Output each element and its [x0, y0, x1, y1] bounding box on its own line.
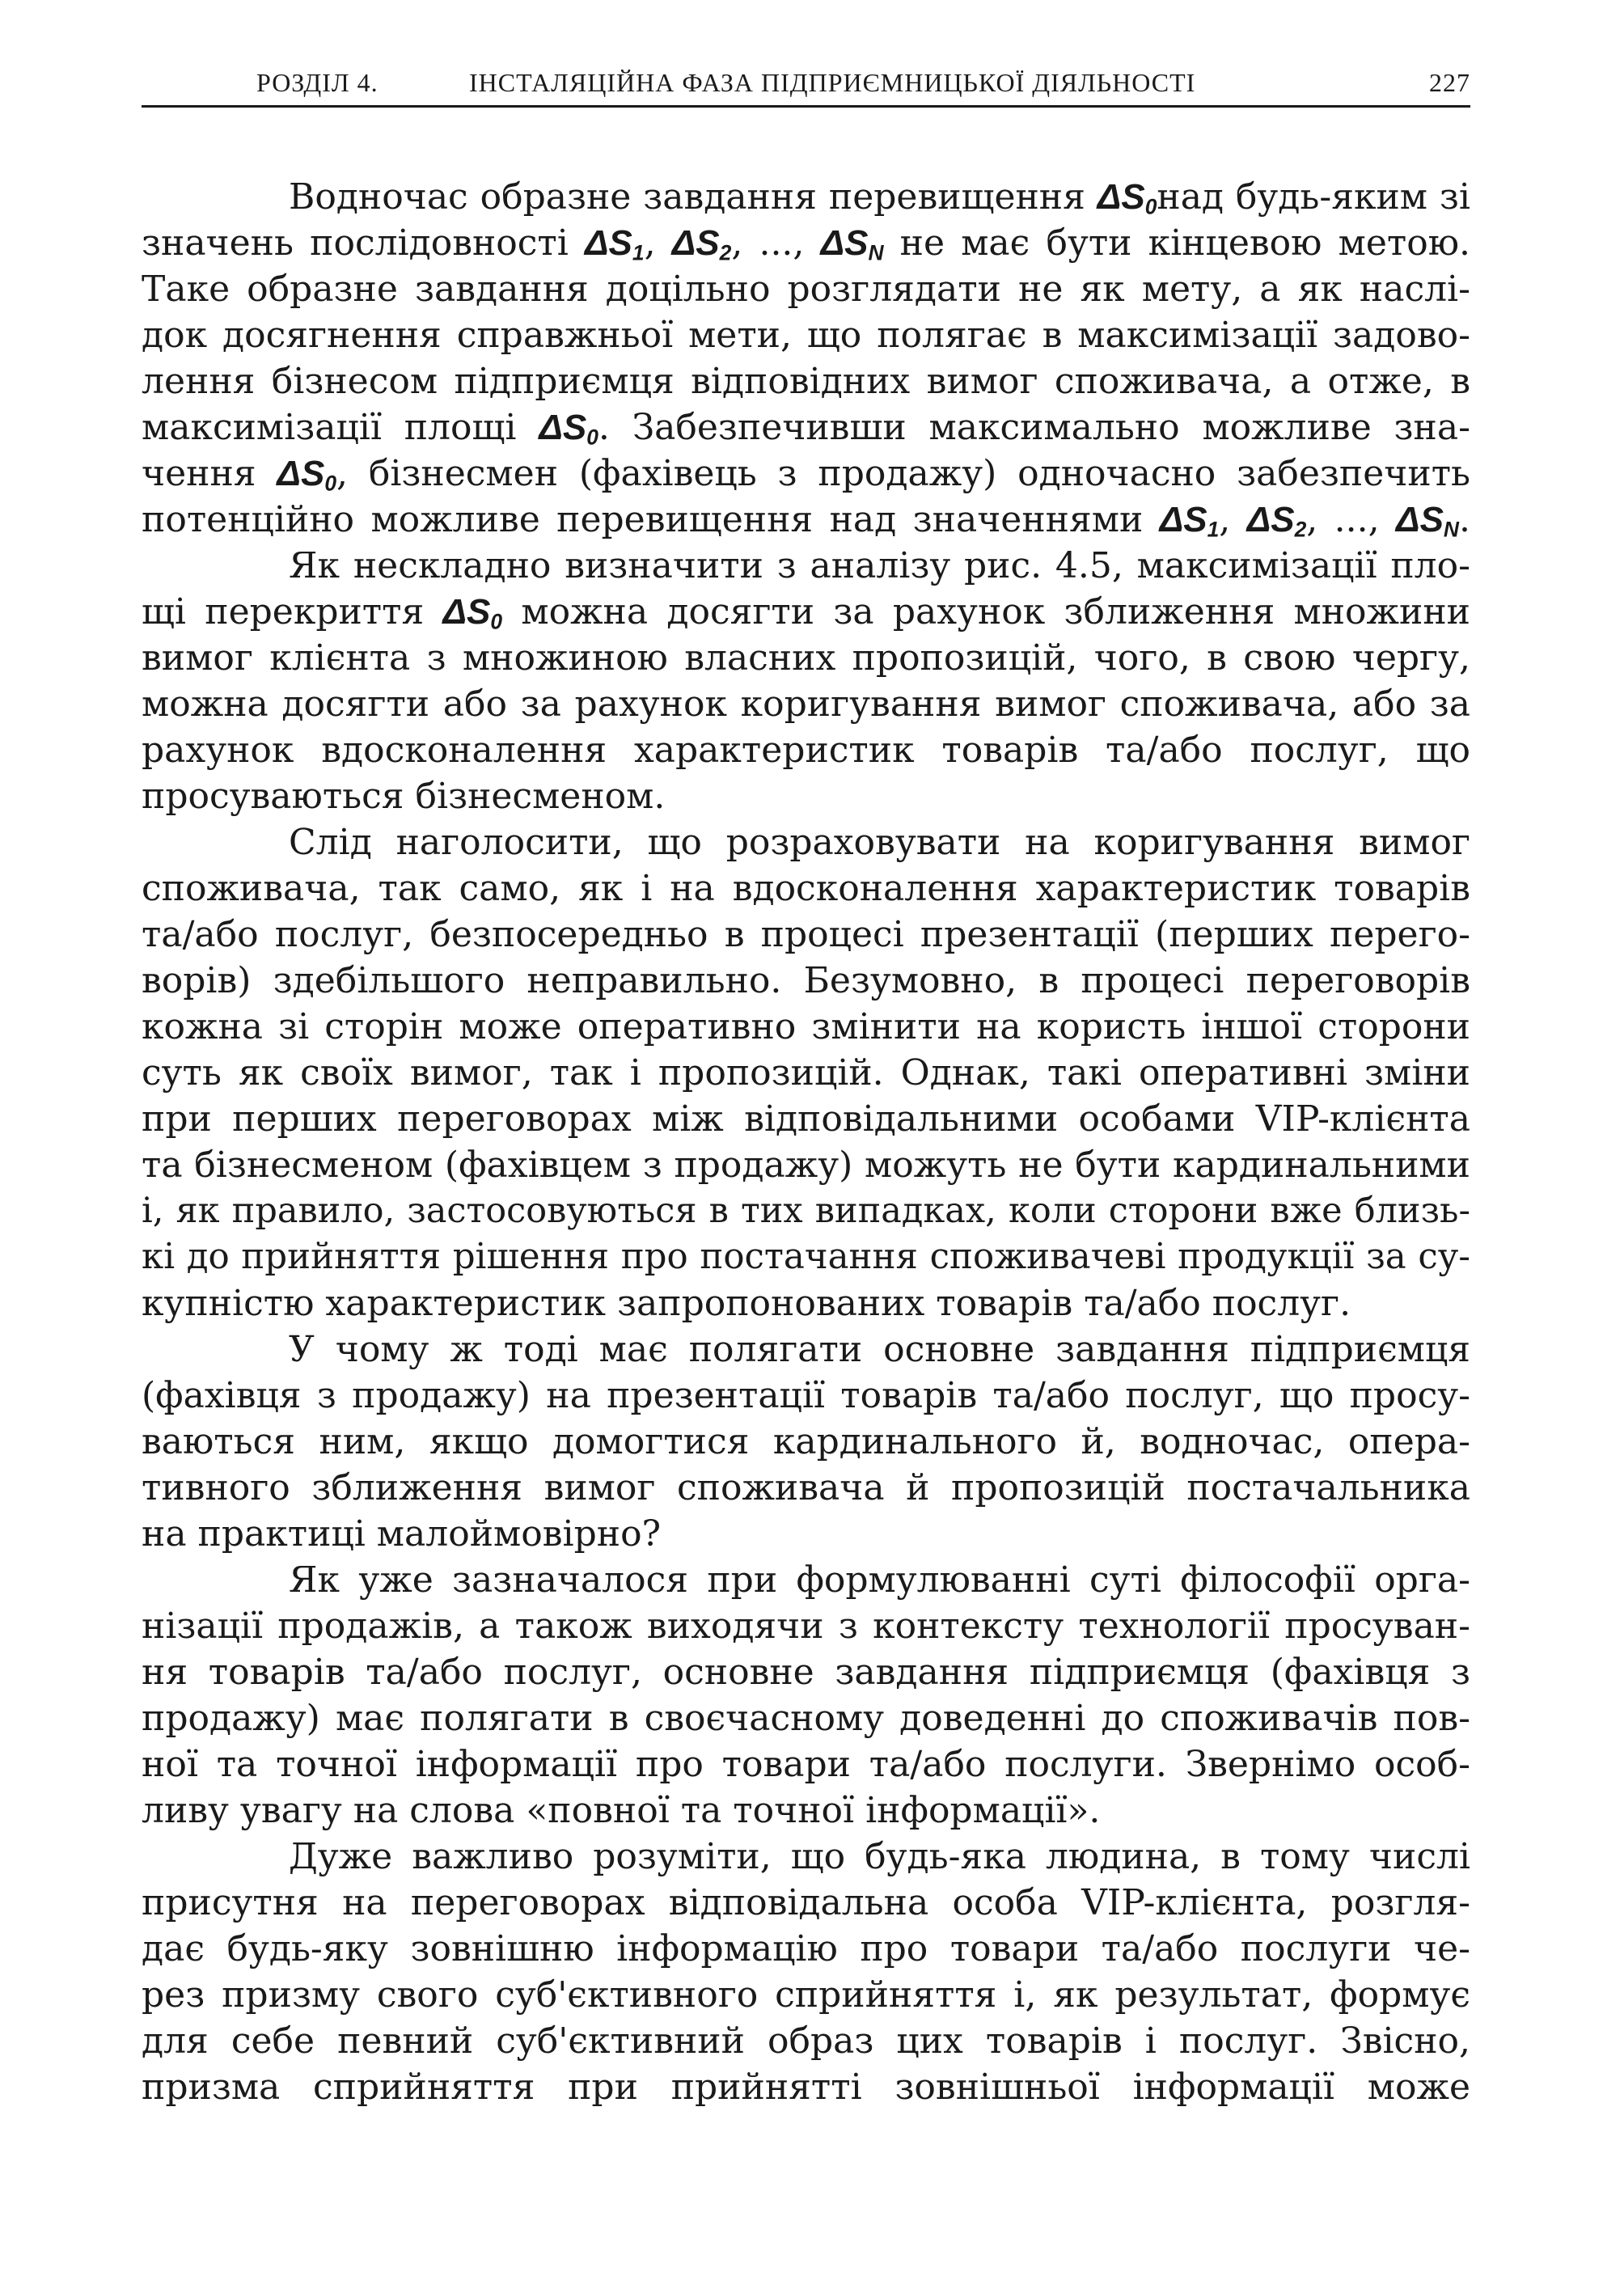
text-line: присутня на переговорах відповідальна особа VIP-клієнта, розгля- [142, 1882, 1470, 1923]
chapter-title: ІНСТАЛЯЦІЙНА ФАЗА ПІДПРИЄМНИЦЬКОЇ ДІЯЛЬНОСТІ [469, 68, 1196, 97]
math-symbol: $\Delta S_0$ [277, 454, 336, 496]
text-line: Таке образне завдання доцільно розглядати не як мету, а як наслі- [142, 269, 1470, 310]
text-line: Дуже важливо розуміти, що будь-яка людина, в тому числі [289, 1836, 1470, 1877]
text-line: тивного зближення вимог споживача й пропозицій постачальника [142, 1467, 1470, 1508]
text-line: лення бізнесом підприємця відповідних вимог споживача, а отже, в [142, 361, 1470, 402]
text-line: для себе певний суб'єктивний образ цих товарів і послуг. Звісно, [142, 2020, 1470, 2062]
text-line: Як уже зазначалося при формулюванні суті філософії орга- [289, 1559, 1470, 1601]
text-line: кожна зі сторін може оперативно змінити на користь іншої сторони [142, 1006, 1470, 1047]
chapter-label: РОЗДІЛ 4. [256, 68, 379, 97]
text-line: ливу увагу на слова «повної та точної інформації». [142, 1790, 1101, 1831]
text-line: на практиці малоймовірно? [142, 1513, 662, 1555]
text-line: У чому ж тоді має полягати основне завдання підприємця [289, 1329, 1470, 1370]
text-line: рез призму свого суб'єктивного сприйняття і, як результат, формує [142, 1974, 1470, 2016]
text-line: просуваються бізнесменом. [142, 776, 666, 817]
page-number: 227 [1429, 68, 1470, 97]
math-symbol: $\Delta S_0$ [1097, 177, 1157, 219]
text-line: та бізнесменом (фахівцем з продажу) можуть не бути кардинальними [142, 1144, 1470, 1186]
math-symbol: $\Delta S_0$ [442, 592, 503, 634]
text-line: нізації продажів, а також виходячи з контексту технології просуван- [142, 1606, 1470, 1647]
text-line: можна досягти або за рахунок коригування вимог споживача, або за [142, 683, 1470, 725]
text-line: ня товарів та/або послуг, основне завдання підприємця (фахівця з [142, 1652, 1470, 1693]
running-header [142, 63, 1470, 108]
text-line: док досягнення справжньої мети, що полягає в максимізації задово- [142, 315, 1470, 356]
text-line: Водночас образне завдання перевищення $\Delta S_0над$ будь-яким зі [289, 176, 1470, 219]
text-line: кі до прийняття рішення про постачання споживачеві продукції за су- [142, 1237, 1470, 1277]
text-line: призма сприйняття при прийнятті зовнішньої інформації може [142, 2067, 1470, 2108]
text-line: суть як своїх вимог, так і пропозицій. Однак, такі оперативні зміни [142, 1052, 1470, 1094]
text-line: ної та точної інформації про товари та/або послуги. Звернімо особ- [142, 1744, 1470, 1785]
text-line: потенційно можливе перевищення над значеннями $\Delta S_1$, $\Delta S_2$, ..., $\Delta S_N$. [142, 499, 1470, 542]
math-symbol: $\Delta S_1$ [1159, 500, 1220, 542]
text-line: ваються ним, якщо домогтися кардинального й, водночас, опера- [142, 1421, 1470, 1462]
math-symbol: $\Delta S_N$ [820, 223, 884, 265]
text-line: та/або послуг, безпосередньо в процесі презентації (перших перего- [142, 914, 1470, 955]
text-line: значень послідовності $\Delta S_1$, $\Delta S_2$, ..., $\Delta S_N$ не має бути кінцевою метою. [142, 222, 1470, 265]
text-line: вимог клієнта з множиною власних пропозицій, чого, в свою чергу, [142, 637, 1470, 679]
math-symbol: $\Delta S_2$ [671, 223, 732, 265]
math-symbol: $\Delta S_N$ [1396, 500, 1459, 542]
text-line: (фахівця з продажу) на презентації товарів та/або послуг, що просу- [142, 1375, 1470, 1416]
text-line: при перших переговорах між відповідальними особами VIP-клієнта [142, 1098, 1470, 1140]
text-line: максимізації площі $\Delta S_0$. Забезпечивши максимально можливе зна- [142, 407, 1470, 450]
text-line: і, як правило, застосовуються в тих випадках, коли сторони вже близь- [142, 1191, 1470, 1231]
page-body [142, 174, 1470, 2110]
text-line: Як нескладно визначити з аналізу рис. 4.5, максимізації пло- [289, 545, 1470, 586]
text-line: ворів) здебільшого неправильно. Безумовно, в процесі переговорів [142, 960, 1470, 1001]
text-line: купністю характеристик запропонованих товарів та/або послуг. [142, 1283, 1351, 1324]
math-symbol: $\Delta S_2$ [1246, 500, 1307, 542]
text-line: споживача, так само, як і на вдосконалення характеристик товарів [142, 868, 1470, 909]
text-line: щі перекриття $\Delta S_0$ можна досягти за рахунок зближення множини [142, 591, 1470, 634]
math-symbol: $\Delta S_0$ [539, 408, 598, 450]
text-line: рахунок вдосконалення характеристик товарів та/або послуг, що [142, 730, 1470, 771]
math-symbol: $\Delta S_1$ [585, 223, 645, 265]
text-line: дає будь-яку зовнішню інформацію про товари та/або послуги че- [142, 1928, 1470, 1969]
text-line: продажу) має полягати в своєчасному доведенні до споживачів пов- [142, 1698, 1470, 1739]
text-line: Слід наголосити, що розраховувати на коригування вимог [289, 822, 1470, 863]
text-line: чення $\Delta S_0$, бізнесмен (фахівець з продажу) одночасно забезпечить [142, 453, 1470, 496]
